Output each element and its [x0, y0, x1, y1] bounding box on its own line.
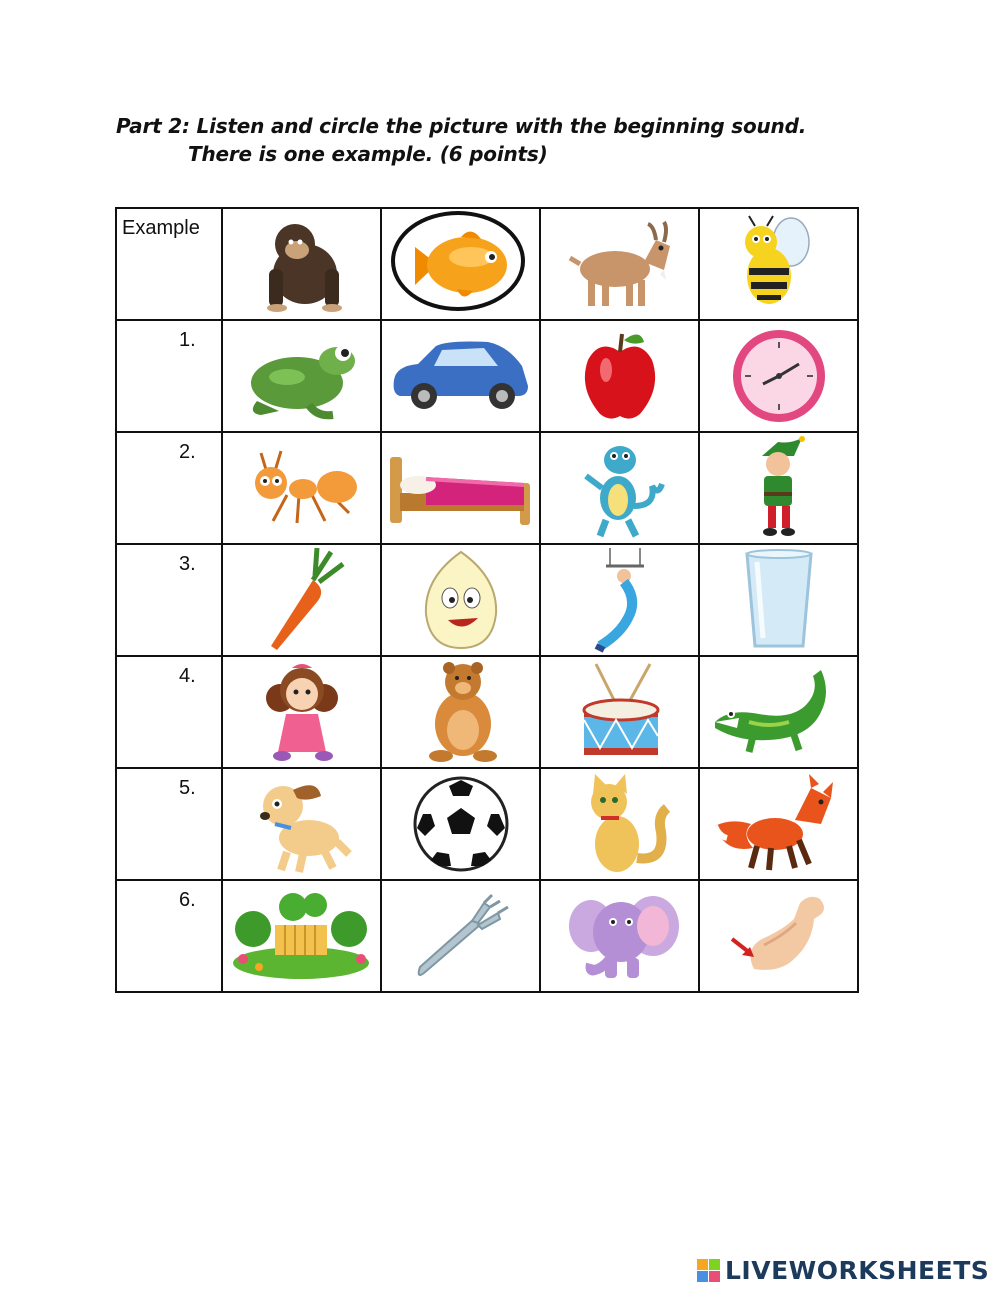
cat-icon: [565, 772, 675, 877]
instructions-line-2: There is one example. (6 points): [188, 142, 548, 166]
row-label: 3.: [179, 553, 196, 575]
picture-cell[interactable]: [381, 320, 540, 432]
picture-cell[interactable]: [381, 208, 540, 320]
picture-cell[interactable]: [540, 768, 699, 880]
picture-cell[interactable]: [699, 432, 858, 544]
picture-cell[interactable]: [222, 656, 381, 768]
liveworksheets-logo[interactable]: [697, 1255, 989, 1285]
picture-cell[interactable]: [222, 880, 381, 992]
picture-cell[interactable]: [699, 768, 858, 880]
row-label: 5.: [179, 777, 196, 799]
elephant-icon: [555, 886, 685, 986]
egg-icon: [416, 548, 506, 653]
picture-cell[interactable]: [540, 656, 699, 768]
instructions-line-1: Part 2: Listen and circle the picture with the beginning sound.: [116, 114, 807, 138]
carrot-icon: [257, 546, 347, 654]
drum-icon: [570, 660, 670, 765]
picture-cell[interactable]: [381, 880, 540, 992]
picture-cell[interactable]: [540, 544, 699, 656]
logo-square: [697, 1259, 708, 1270]
apple-icon: [570, 326, 670, 426]
row-label: 1.: [179, 329, 196, 351]
fork-icon: [406, 889, 516, 984]
goat-icon: [560, 214, 680, 314]
picture-cell[interactable]: [699, 544, 858, 656]
arm-icon: [724, 889, 834, 984]
car-icon: [388, 336, 533, 416]
grid-row: [116, 880, 858, 992]
picture-cell[interactable]: [381, 432, 540, 544]
grid-row: [116, 544, 858, 656]
picture-cell[interactable]: [222, 544, 381, 656]
elf-icon: [744, 436, 814, 541]
picture-cell[interactable]: [540, 432, 699, 544]
answer-grid: [115, 207, 859, 993]
grid-row-example: [116, 208, 858, 320]
crocodile-icon: [709, 662, 849, 762]
football-icon: [411, 774, 511, 874]
grid-row: [116, 656, 858, 768]
picture-cell[interactable]: [222, 768, 381, 880]
picture-cell[interactable]: [381, 656, 540, 768]
gorilla-icon: [247, 214, 357, 314]
picture-cell[interactable]: [699, 656, 858, 768]
row-label: 6.: [179, 889, 196, 911]
picture-cell[interactable]: [540, 880, 699, 992]
frog-icon: [237, 331, 367, 421]
logo-square: [697, 1271, 708, 1282]
picture-cell[interactable]: [222, 432, 381, 544]
dragon-icon: [570, 436, 670, 541]
bee-icon: [729, 214, 829, 314]
clock-icon: [729, 326, 829, 426]
bear-icon: [411, 658, 511, 766]
garden-icon: [229, 889, 374, 984]
picture-cell[interactable]: [699, 880, 858, 992]
doll-icon: [252, 660, 352, 765]
picture-cell[interactable]: [699, 320, 858, 432]
logo-square: [709, 1259, 720, 1270]
picture-cell[interactable]: [222, 208, 381, 320]
example-answer-circle: [391, 211, 525, 311]
grid-row: [116, 768, 858, 880]
logo-square: [709, 1271, 720, 1282]
fox-icon: [711, 774, 846, 874]
ant-icon: [237, 443, 367, 533]
picture-cell[interactable]: [381, 768, 540, 880]
acrobat-icon: [580, 546, 660, 654]
row-label: 4.: [179, 665, 196, 687]
glass-icon: [739, 548, 819, 653]
grid-row: [116, 320, 858, 432]
picture-cell[interactable]: [699, 208, 858, 320]
picture-cell[interactable]: [540, 320, 699, 432]
bed-icon: [386, 443, 536, 533]
logo-mark-icon: [697, 1259, 720, 1282]
row-label-example: Example: [122, 217, 200, 239]
picture-cell[interactable]: [540, 208, 699, 320]
liveworksheets-wordmark: LIVEWORKSHEETS: [725, 1255, 990, 1285]
row-label: 2.: [179, 441, 196, 463]
picture-cell[interactable]: [222, 320, 381, 432]
picture-cell[interactable]: [381, 544, 540, 656]
instructions: [116, 112, 806, 168]
dog-icon: [247, 772, 357, 877]
grid-row: [116, 432, 858, 544]
